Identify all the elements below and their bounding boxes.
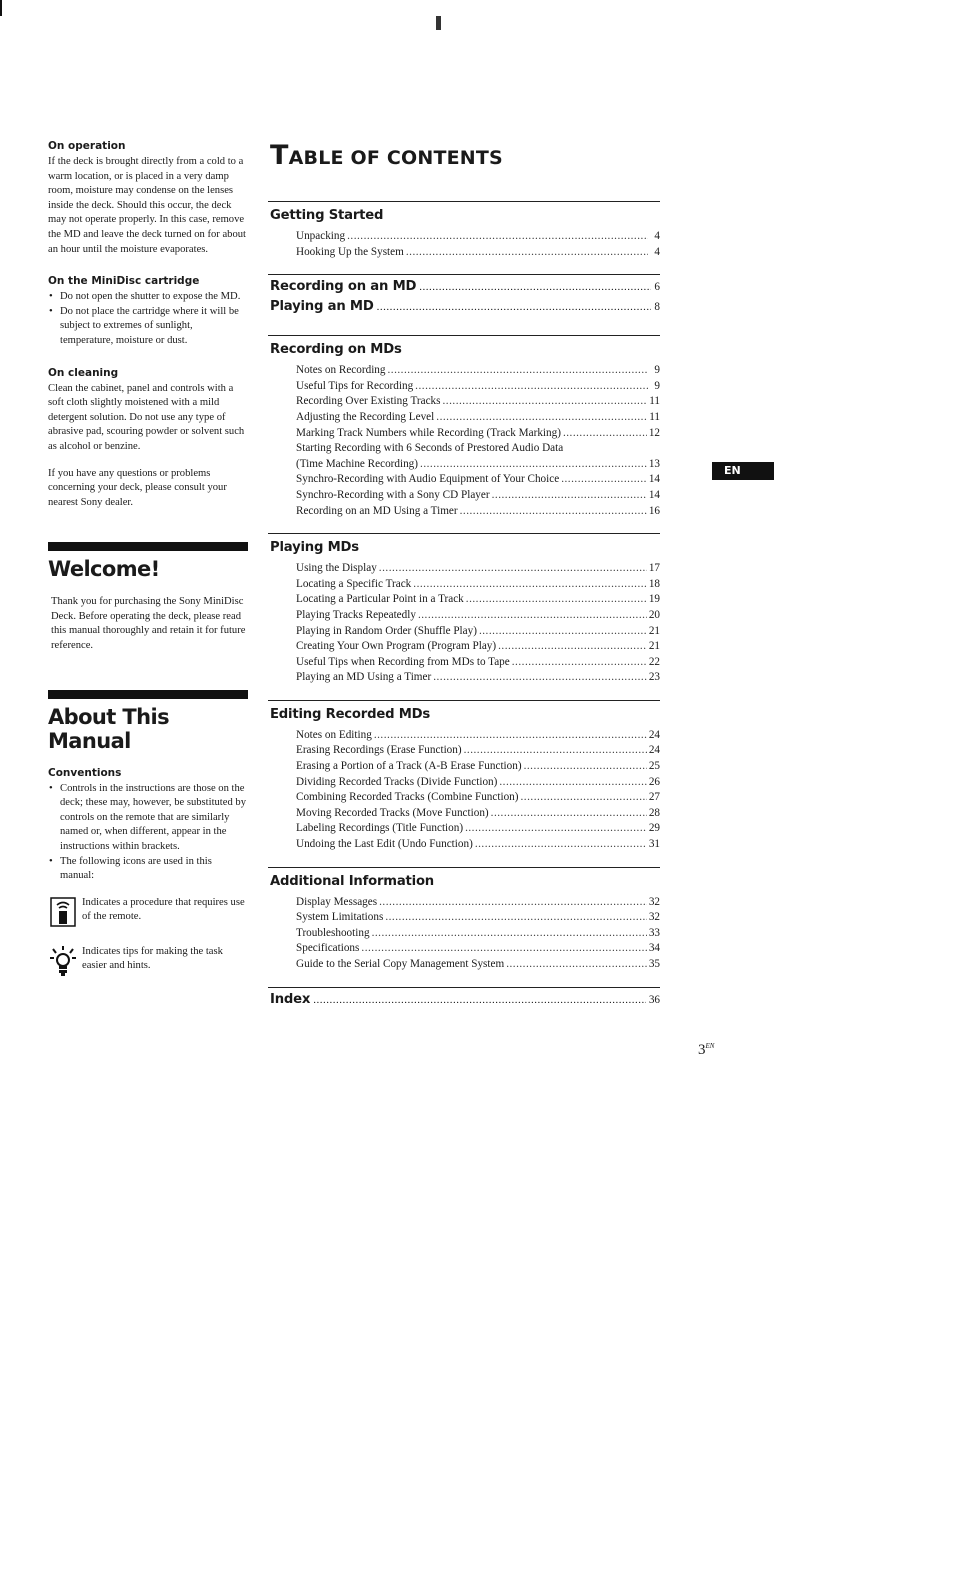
- toc-entry-page: 21: [648, 640, 660, 653]
- toc-leader: [415, 379, 648, 395]
- toc-entry[interactable]: [268, 806, 660, 822]
- toc-entry-title: Display Messages: [296, 895, 378, 908]
- toc-entry-title: Synchro-Recording with Audio Equipment of Your Choice: [296, 473, 560, 486]
- about-section: [48, 690, 248, 982]
- toc-entry-title: Locating a Specific Track: [296, 577, 412, 590]
- toc-entry-title: Useful Tips when Recording from MDs to Tape: [296, 655, 510, 668]
- list-item: • The following icons are used in this manual:: [48, 855, 248, 884]
- toc-section-getting-started: [268, 201, 660, 260]
- toc-entry-playing-an-md[interactable]: [268, 297, 660, 317]
- toc-leader: [524, 759, 647, 775]
- toc-entry[interactable]: [268, 592, 660, 608]
- toc-leader: [377, 298, 652, 317]
- toc-entry-title: Dividing Recorded Tracks (Divide Function): [296, 775, 498, 788]
- toc-entry[interactable]: [268, 926, 660, 942]
- toc-entry-page: 14: [648, 473, 660, 486]
- toc-entry-page: 4: [654, 230, 660, 242]
- toc-entry-title: Recording on an MD: [270, 279, 417, 295]
- toc-entry[interactable]: [268, 655, 660, 671]
- toc-entry-page: 17: [648, 562, 660, 575]
- toc-entry[interactable]: [268, 670, 660, 686]
- toc-section-additional: [268, 867, 660, 973]
- toc-entry-title: (Time Machine Recording): [296, 457, 419, 470]
- toc-entry-page: 32: [648, 895, 660, 908]
- toc-leader: [436, 410, 647, 426]
- toc-entry-title: Recording on an MD Using a Timer: [296, 504, 458, 517]
- toc-section-editing: [268, 700, 660, 853]
- page-number-value: 3: [698, 1042, 706, 1058]
- toc-leader: [563, 426, 647, 442]
- toc-entry-page: 9: [654, 379, 660, 392]
- toc-entry-title: Playing in Random Order (Shuffle Play): [296, 624, 477, 637]
- toc-entry[interactable]: [268, 608, 660, 624]
- toc-entry-title: Combining Recorded Tracks (Combine Function): [296, 791, 519, 804]
- toc-leader: [418, 608, 647, 624]
- toc-entry-title: Notes on Editing: [296, 728, 372, 741]
- toc-section-heading: Editing Recorded MDs: [270, 706, 431, 722]
- toc-entry-page: 14: [648, 488, 660, 501]
- on-cleaning-heading: On cleaning: [48, 366, 119, 379]
- toc-entry-title: Unpacking: [296, 230, 346, 242]
- toc-entry-page: 11: [649, 395, 660, 408]
- toc-entry-page: 25: [648, 760, 660, 773]
- toc-entry[interactable]: [268, 379, 660, 395]
- list-item: • Do not place the cartridge where it will be subject to extremes of sunlight, temperature, moisture or dust.: [48, 305, 248, 349]
- toc-entry[interactable]: [268, 504, 660, 520]
- toc-entry-title: Using the Display: [296, 562, 377, 575]
- on-minidisc-list: [48, 290, 248, 348]
- toc-entry[interactable]: [268, 561, 660, 577]
- toc-leader: [491, 806, 647, 822]
- toc-leader: [420, 457, 647, 473]
- toc-entry-page: 23: [648, 671, 660, 684]
- welcome-section: [48, 542, 248, 653]
- toc-leader: [561, 472, 647, 488]
- toc-leader: [361, 941, 646, 957]
- toc-entry[interactable]: [268, 910, 660, 926]
- toc-entry-page: 11: [649, 410, 660, 423]
- page-number: [698, 1042, 714, 1059]
- toc-title: [270, 140, 660, 171]
- about-rule: [48, 690, 248, 699]
- toc-entry[interactable]: [268, 728, 660, 744]
- toc-entry[interactable]: [268, 245, 660, 261]
- language-tab: EN: [712, 462, 774, 480]
- toc-leader: [372, 926, 647, 942]
- on-cleaning-text: Clean the cabinet, panel and controls with a soft cloth slightly moistened with a mild detergent solution. Do not use any type of abrasive pad, scouring powder or solvent such as alcohol or benzine.: [48, 382, 245, 452]
- toc-leader: [498, 639, 647, 655]
- toc-entry[interactable]: [268, 790, 660, 806]
- toc-entry-title: Moving Recorded Tracks (Move Function): [296, 806, 489, 819]
- on-minidisc-heading: On the MiniDisc cartridge: [48, 275, 200, 288]
- toc-leader: [379, 895, 647, 911]
- toc-entry-page: 35: [648, 958, 660, 970]
- on-minidisc-section: [48, 275, 248, 348]
- welcome-rule: [48, 542, 248, 551]
- toc-entry[interactable]: [268, 743, 660, 759]
- toc-entry[interactable]: [268, 775, 660, 791]
- toc-entry-page: 34: [648, 942, 660, 955]
- toc-section-index: [268, 987, 660, 1010]
- toc-leader: [443, 394, 648, 410]
- toc-leader: [413, 577, 647, 593]
- toc-entry-title: Marking Track Numbers while Recording (Track Marking): [296, 426, 561, 439]
- toc-entry[interactable]: [268, 837, 660, 853]
- on-operation-section: [48, 140, 248, 257]
- toc-entry-title: System Limitations: [296, 911, 384, 924]
- left-column: [48, 140, 248, 982]
- toc-entry[interactable]: [268, 639, 660, 655]
- toc-title-initial: T: [270, 140, 289, 171]
- toc-entry-page: 13: [648, 457, 660, 470]
- toc-leader: [374, 728, 647, 744]
- toc-entry[interactable]: [268, 472, 660, 488]
- toc-entry-page: 32: [648, 911, 660, 924]
- list-item: • Controls in the instructions are those on the deck; these may, however, be substituted by controls on the remote that are similarly named or, when different, appear in the instructions within brackets.: [48, 782, 248, 855]
- toc-entry-index[interactable]: [268, 990, 660, 1010]
- page-number-suffix: EN: [705, 1042, 715, 1050]
- toc-entry-recording-on-an-md[interactable]: [268, 277, 660, 297]
- toc-entry-page: 16: [648, 504, 660, 517]
- toc-section-heading: Getting Started: [270, 208, 384, 223]
- toc-entry-page: 12: [648, 426, 660, 439]
- toc-leader: [466, 592, 647, 608]
- toc-section-playing-mds: [268, 533, 660, 686]
- toc-section-recording-on-mds: [268, 335, 660, 519]
- conventions-heading: Conventions: [48, 766, 122, 779]
- toc-leader: [464, 743, 647, 759]
- toc-entry[interactable]: [268, 441, 660, 457]
- toc-entry-title: Creating Your Own Program (Program Play): [296, 640, 497, 653]
- toc-leader: [419, 278, 651, 297]
- list-item: • Do not open the shutter to expose the MD.: [48, 290, 248, 305]
- toc-entry-title: Index: [270, 991, 311, 1007]
- toc-entry-page: 29: [648, 822, 660, 835]
- toc-entry-title: Troubleshooting: [296, 926, 370, 939]
- toc-entry-title: Starting Recording with 6 Seconds of Prestored Audio Data: [296, 442, 564, 455]
- toc-entry-page: 24: [648, 728, 660, 741]
- toc-entry-title: Adjusting the Recording Level: [296, 410, 435, 423]
- toc-entry-page: 4: [654, 245, 660, 258]
- toc-entry-title: Erasing a Portion of a Track (A-B Erase Function): [296, 760, 522, 773]
- toc-entry-title: Notes on Recording: [296, 364, 386, 377]
- table-of-contents: [268, 140, 660, 1024]
- toc-entry-page: 27: [648, 791, 660, 804]
- toc-entry-title: Playing Tracks Repeatedly: [296, 608, 416, 621]
- toc-leader: [521, 790, 647, 806]
- toc-entry[interactable]: [268, 410, 660, 426]
- toc-entry[interactable]: [268, 957, 660, 973]
- toc-entry-page: 19: [648, 593, 660, 606]
- toc-entry-title: Labeling Recordings (Title Function): [296, 822, 464, 835]
- toc-leader: [385, 910, 646, 926]
- toc-entry-title: Specifications: [296, 942, 360, 955]
- toc-section-quick: [268, 274, 660, 317]
- toc-entry[interactable]: [268, 895, 660, 911]
- toc-entry-title: Undoing the Last Edit (Undo Function): [296, 838, 473, 851]
- toc-leader: [475, 837, 647, 853]
- lightbulb-icon: [48, 945, 82, 982]
- toc-entry-page: 6: [654, 281, 660, 294]
- page-edge-mark: [0, 0, 2, 16]
- tip-icon-text: Indicates tips for making the task easier and hints.: [82, 945, 223, 972]
- toc-entry[interactable]: [268, 941, 660, 957]
- conventions-list: [48, 782, 248, 884]
- toc-entry-title: Erasing Recordings (Erase Function): [296, 744, 462, 757]
- toc-entry-page: 8: [654, 301, 660, 314]
- toc-leader: [406, 245, 648, 261]
- toc-entry-title: Synchro-Recording with a Sony CD Player: [296, 488, 490, 501]
- toc-title-rest: ABLE OF CONTENTS: [288, 147, 503, 169]
- remote-icon-text: Indicates a procedure that requires use of the remote.: [82, 896, 245, 923]
- tip-icon-row: [48, 945, 248, 982]
- toc-entry-page: 9: [654, 364, 660, 377]
- toc-entry-title: Playing an MD Using a Timer: [296, 671, 432, 684]
- toc-entry-page: 31: [648, 838, 660, 851]
- toc-entry[interactable]: [268, 394, 660, 410]
- toc-entry[interactable]: [268, 759, 660, 775]
- toc-entry-page: 22: [648, 655, 660, 668]
- toc-entry-title: Locating a Particular Point in a Track: [296, 593, 464, 606]
- toc-entry[interactable]: [268, 229, 660, 245]
- toc-leader: [499, 775, 646, 791]
- toc-entry-page: 36: [648, 993, 660, 1006]
- welcome-heading: Welcome!: [48, 557, 160, 582]
- toc-leader: [433, 670, 647, 686]
- toc-section-heading: Additional Information: [270, 873, 434, 889]
- toc-entry[interactable]: [268, 457, 660, 473]
- toc-entry-title: Recording Over Existing Tracks: [296, 395, 441, 408]
- toc-entry-page: 33: [648, 926, 660, 939]
- toc-leader: [347, 229, 648, 245]
- about-heading: About This Manual: [48, 704, 169, 753]
- toc-entry-title: Hooking Up the System: [296, 245, 404, 258]
- toc-leader: [492, 488, 647, 504]
- toc-entry-page: 26: [648, 775, 660, 788]
- toc-entry-page: 21: [648, 624, 660, 637]
- toc-section-heading: Recording on MDs: [270, 342, 402, 358]
- toc-entry-page: 18: [648, 577, 660, 590]
- toc-leader: [460, 504, 647, 520]
- toc-entry[interactable]: [268, 488, 660, 504]
- on-operation-heading: On operation: [48, 140, 126, 152]
- on-cleaning-section: [48, 367, 248, 455]
- toc-entry[interactable]: [268, 363, 660, 379]
- toc-entry-title: Useful Tips for Recording: [296, 379, 414, 392]
- toc-leader: [465, 821, 647, 837]
- remote-icon: [48, 896, 82, 933]
- toc-entry-title: Playing an MD: [270, 299, 374, 315]
- toc-entry[interactable]: [268, 426, 660, 442]
- toc-leader: [479, 624, 647, 640]
- toc-entry[interactable]: [268, 624, 660, 640]
- toc-entry[interactable]: [268, 821, 660, 837]
- toc-section-heading: Playing MDs: [270, 540, 359, 556]
- toc-entry-page: 28: [648, 806, 660, 819]
- questions-text: If you have any questions or problems concerning your deck, please consult your nearest Sony dealer.: [48, 467, 227, 508]
- toc-entry-title: Guide to the Serial Copy Management System: [296, 958, 505, 970]
- welcome-text: Thank you for purchasing the Sony MiniDisc Deck. Before operating the deck, please read this manual thoroughly and retain it for future reference.: [51, 596, 246, 652]
- on-operation-text: If the deck is brought directly from a cold to a warm location, or is placed in a very damp room, moisture may condense on the lenses inside the deck. Should this occur, the deck may not operate properly. In this case, remove the MD and leave the deck turned on for about an hour until the moisture evaporates.: [48, 156, 246, 255]
- toc-leader: [387, 363, 648, 379]
- toc-leader: [313, 991, 646, 1010]
- toc-entry[interactable]: [268, 577, 660, 593]
- toc-leader: [379, 561, 647, 577]
- toc-leader: [506, 957, 647, 973]
- page-top-glyph: [436, 16, 441, 30]
- toc-entry-page: 20: [648, 608, 660, 621]
- toc-entry-page: 24: [648, 744, 660, 757]
- remote-icon-row: [48, 896, 248, 933]
- toc-leader: [512, 655, 647, 671]
